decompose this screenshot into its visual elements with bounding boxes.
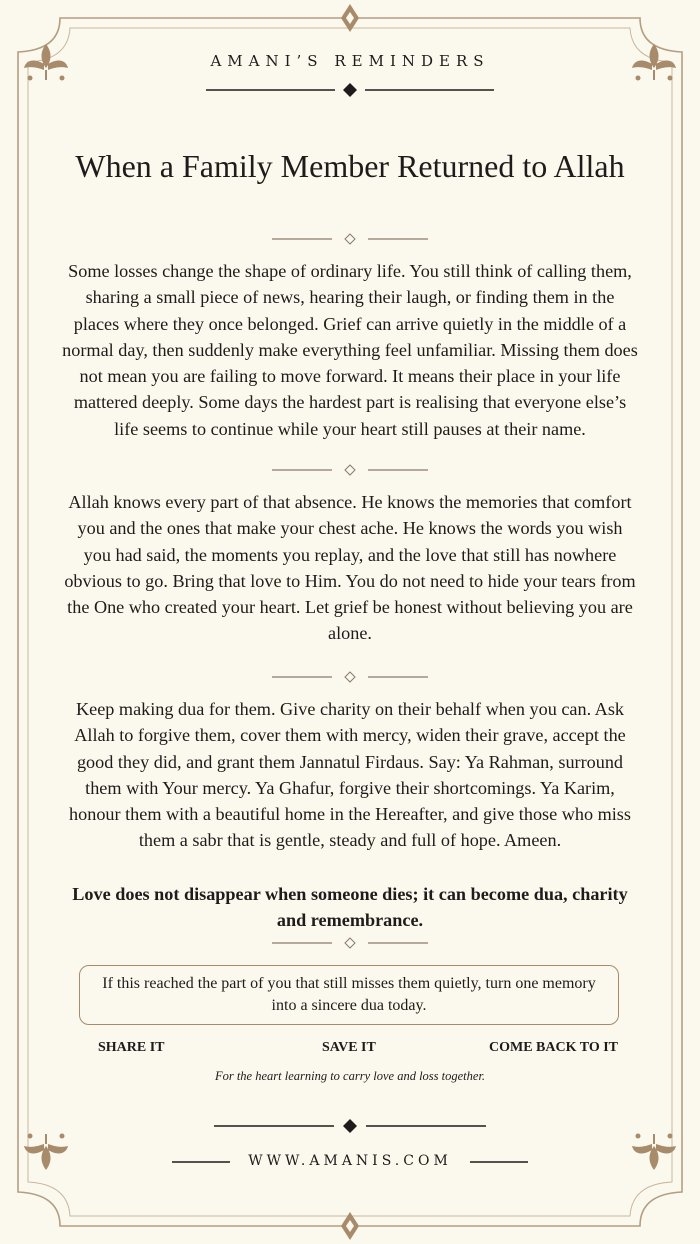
come-back-button[interactable]: COME BACK TO IT [489, 1040, 619, 1055]
save-button[interactable]: SAVE IT [322, 1040, 376, 1055]
diamond-outline-icon [345, 234, 355, 244]
section-divider [270, 934, 430, 952]
paragraph-3: Keep making dua for them. Give charity on their behalf when you can. Ask Allah to forgive them, cover them with mercy, widen their grave, accept the good they did, and grant them Jannatul Firdaus. Say: Ya Rahman, surround them with Your mercy. Ya Ghafur, forgive their shortcomings. Ya Karim, honour them with a beautiful home in the Hereafter, and give those who miss them a sabr that is gentle, steady and full of hope. Ameen. [69, 699, 631, 851]
brand-header: AMANI’S REMINDERS [210, 52, 490, 70]
paragraph-2: Allah knows every part of that absence. He knows the memories that comfort you and the ones that make your chest ache. He knows the words you wish you had said, the moments you replay, and the love that still has nowhere obvious to go. Bring that love to Him. You do not need to hide your tears from the One who created your heart. Let grief be honest without believing you are alone. [64, 492, 636, 644]
cta-text: If this reached the part of you that still misses them quietly, turn one memory into a sincere dua today. [102, 975, 596, 1014]
section-divider [270, 461, 430, 479]
cta-box [79, 965, 619, 1025]
section-divider [270, 230, 430, 248]
tagline: For the heart learning to carry love and loss together. [214, 1069, 486, 1083]
section-divider [270, 668, 430, 686]
diamond-outline-icon [345, 672, 355, 682]
footer-divider [210, 1116, 490, 1136]
emphasis-quote: Love does not disappear when someone dies; it can become dua, charity and remembrance. [72, 884, 628, 930]
diamond-outline-icon [345, 938, 355, 948]
website-link[interactable]: WWW.AMANIS.COM [248, 1153, 452, 1169]
paragraph-1: Some losses change the shape of ordinary life. You still think of calling them, sharing a small piece of news, hearing their laugh, or finding them in the places where they once belonged. Grief can arrive quietly in the middle of a normal day, then suddenly make everything feel unfamiliar. Missing them does not mean you are failing to move forward. It means their place in your life mattered deeply. Some days the hardest part is realising that everyone else’s life seems to continue while your heart still pauses at their name. [62, 261, 638, 439]
diamond-outline-icon [345, 465, 355, 475]
page-title: When a Family Member Returned to Allah [75, 148, 625, 184]
share-button[interactable]: SHARE IT [98, 1040, 165, 1055]
diamond-icon [343, 83, 357, 97]
diamond-icon [343, 1119, 357, 1133]
header-divider [200, 80, 500, 100]
